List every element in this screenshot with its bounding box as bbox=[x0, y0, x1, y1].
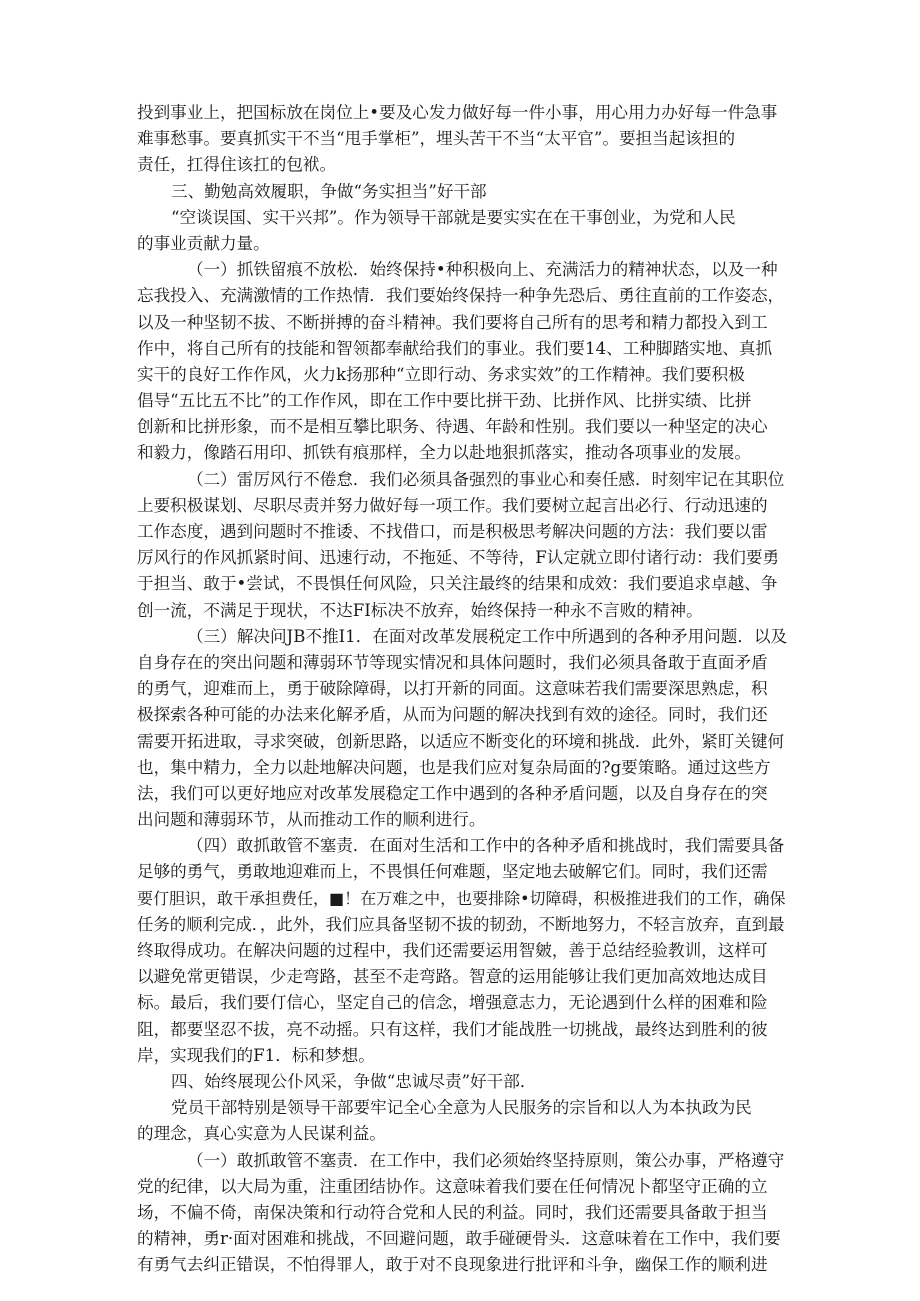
text-line: 终取得成功。在解决问题的过程中，我们还需要运用智皴，善于总结经验教训，这样可 bbox=[137, 941, 768, 960]
text-line: 四、始终展现公仆风采，争做“忠诚尽责”好干部． bbox=[171, 1071, 537, 1091]
text-line: 标。最后，我们要仃信心，坚定自己的信念，增强意志力，无论遇到什么样的困难和险 bbox=[137, 993, 768, 1013]
text-line: 的勇气，迎难而上，勇于破除障碍，以打开新的同面。这意味若我们需要深思熟虑，积 bbox=[137, 679, 768, 699]
text-line: 足够的勇气，勇敢地迎难而上，不畏惧任何难题，坚定地去破解它们。同时，我们还需 bbox=[137, 862, 768, 882]
text-line: 极探索各种可能的办法来化解矛盾，从而为问题的解决找到有效的途径。同时，我们还 bbox=[137, 705, 768, 725]
text-line: 有勇气去纠正错误，不怕得罪人，敢于对不良现象进行批评和斗争，幽保工作的顺利进 bbox=[137, 1255, 768, 1275]
text-line: 党的纪律，以大局为重，注重团结协作。这意味着我们要在任何情况卜都坚守正确的立 bbox=[137, 1176, 768, 1196]
text-line: 难事愁事。要真抓实干不当“甩手掌柜”，埋头苦干不当“太平官”。要担当起该担的 bbox=[137, 129, 736, 149]
text-line: 上要积极谋划、尽职尽责并努力做好每一项工作。我们要树立起言出必行、行动迅速的 bbox=[137, 495, 768, 515]
text-line: 创新和比拼形象，而不是相互攀比职务、待遇、年龄和性别。我们要以一种坚定的决心 bbox=[137, 417, 768, 437]
text-line: 需要开拓进取，寻求突破，创新思路，以适应不断变化的环境和挑战．此外，紧盯关键何 bbox=[137, 731, 785, 751]
text-line: （四）敢抓敢管不塞责．在面对生活和工作中的各种矛盾和挑战时，我们需要具备 bbox=[187, 836, 785, 856]
text-line: 作中，将自己所有的技能和智领都奉献给我们的事业。我们要14、工种脚踏实地、真抓 bbox=[137, 338, 773, 358]
text-line: 法，我们可以更好地应对改革发展稳定工作中遇到的各种矛盾问题，以及自身存在的突 bbox=[137, 783, 768, 803]
text-line: （一）抓铁留痕不放松．始终保持•种积极向上、充满活力的精神状态，以及一种 bbox=[187, 260, 778, 280]
text-line: “空谈误国、实干兴邦”。作为领导干部就是要实实在在干事创业，为党和人民 bbox=[171, 207, 736, 227]
text-line: 忘我投入、充满激情的工作热情．我们要始终保持一种争先恐后、勇往直前的工作姿态， bbox=[137, 286, 785, 306]
text-line: 工作态度，遇到问题时不推诿、不找借口，而是积极思考解决问题的方法：我们要以雷 bbox=[137, 522, 768, 541]
text-line: 岸，实现我们的F1．标和梦想。 bbox=[137, 1045, 375, 1065]
text-line: 和毅力，像踏石用印、抓铁有痕那样，全力以赴地狠抓落实，推动各项事业的发展。 bbox=[137, 443, 751, 463]
text-line: （三）解决问JB不推I1．在面对改革发展税定工作中所遇到的各种矛用问题．以及 bbox=[187, 626, 788, 646]
text-line: 阻，都要坚忍不拔，亮不动摇。只有这样，我们才能战胜一切挑战，最终达到胜利的彼 bbox=[137, 1019, 768, 1039]
text-line: 于担当、敢于•尝试，不畏惧任何风险，只关注最终的结果和成效：我们要追求卓越、争 bbox=[137, 574, 778, 594]
text-line: 实干的良好工作作风，火力k扬那种“立即行动、务求实效”的工作精神。我们要积极 bbox=[137, 364, 745, 384]
text-line: 创一流，不满足于现状，不达FI标决不放弃，始终保持一种永不言败的精神。 bbox=[137, 600, 703, 620]
text-line: 自身存在的突出问题和薄弱环节等现实情况和具体问题时，我们必须具备敢于直面矛盾 bbox=[137, 652, 768, 672]
text-line: 要仃胆识，敢干承担费任，■！在万难之中，也要排除•切障碍，积极推进我们的工作，确保 bbox=[137, 888, 786, 908]
text-line: 倡导“五比五不比”的工作作风，即在工作中要比拼干劲、比拼作风、比拼实绩、比拼 bbox=[137, 391, 752, 411]
text-line: 以及一种坚韧不拔、不断拼搏的奋斗精神。我们要将自己所有的思考和精力都投入到工 bbox=[137, 312, 768, 332]
document-body bbox=[137, 100, 787, 1278]
text-line: 厉风行的作风抓紧时间、迅速行动，不拖延、不等待，F认定就立即付诸行动：我们要勇 bbox=[137, 548, 780, 568]
text-line: （一）敢抓敢管不塞责．在工作中，我们必须始终坚持原则，策公办事，严格遵守 bbox=[187, 1150, 785, 1170]
text-line: 的事业贡献力量。 bbox=[137, 233, 270, 253]
text-line: 责任，扛得住该扛的包袱。 bbox=[137, 155, 337, 175]
text-line: 三、勤勉高效履职，争做“务实担当”好干部 bbox=[171, 181, 487, 201]
text-line: 的精神，勇r·面对困难和挑战，不回避问题，敢手碰硬骨头．这意味着在工作中，我们要 bbox=[137, 1229, 781, 1249]
text-line: 任务的顺利完成．，此外，我们应具备坚韧不拔的韧劲，不断地努力，不轻言放弃，直到最 bbox=[137, 914, 785, 934]
text-line: 出问题和薄弱环节，从而推动工作的顺利进行。 bbox=[137, 810, 486, 830]
text-line: 的理念，真心实意为人民谋利益。 bbox=[137, 1124, 386, 1144]
text-line: （二）雷厉风行不倦怠．我们必须具备强烈的事业心和奏任感．时刻牢记在其职位 bbox=[187, 469, 785, 489]
text-line: 场，不偏不倚，南保决策和行动符合党和人民的利益。同时，我们还需要具备敢于担当 bbox=[137, 1202, 768, 1222]
text-line: 以避免常更错误，少走弯路，甚至不走弯路。智意的运用能够让我们更加高效地达成目 bbox=[137, 967, 768, 987]
text-line: 也，集中精力，全力以赴地解决问题，也是我们应对复杂局面的?g要策略。通过这些方 bbox=[137, 757, 771, 777]
text-line: 投到事业上，把国标放在岗位上•要及心发力做好每一件小事，用心用力办好每一件急事 bbox=[137, 103, 778, 122]
text-line: 党员干部特别是领导干部要牢记全心全意为人民服务的宗旨和以人为本执政为民 bbox=[171, 1098, 752, 1118]
